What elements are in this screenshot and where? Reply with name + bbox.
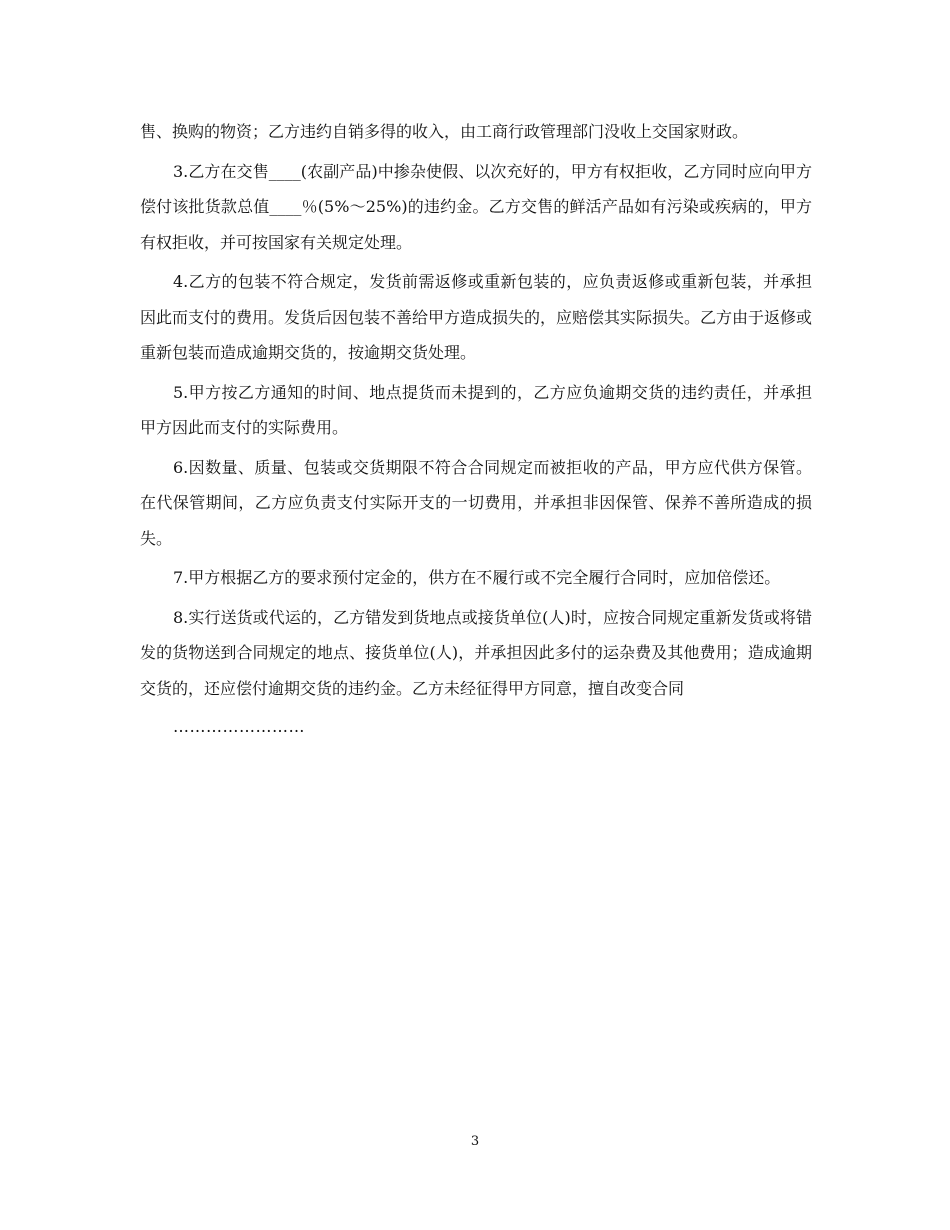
ellipsis-truncation: …………………… xyxy=(173,717,305,736)
paragraph-clause-3: 3.乙方在交售____(农副产品)中掺杂使假、以次充好的，甲方有权拒收，乙方同时应向甲方偿付该批货款总值____％(5%～25%)的违约金。乙方交售的鲜活产品如有污染或疾病的，甲方有权拒收，并可按国家有关规定处理。 xyxy=(140,161,812,252)
paragraph-clause-6: 6.因数量、质量、包装或交货期限不符合合同规定而被拒收的产品，甲方应代供方保管。在代保管期间，乙方应负责支付实际开支的一切费用，并承担非因保管、保养不善所造成的损失。 xyxy=(140,457,812,548)
paragraph-clause-4: 4.乙方的包装不符合规定，发货前需返修或重新包装的，应负责返修或重新包装，并承担因此而支付的费用。发货后因包装不善给甲方造成损失的，应赔偿其实际损失。乙方由于返修或重新包装而造成逾期交货的，按逾期交货处理。 xyxy=(140,272,813,362)
paragraph-clause-5: 5.甲方按乙方通知的时间、地点提货而未提到的，乙方应负逾期交货的违约责任，并承担甲方因此而支付的实际费用。 xyxy=(140,382,812,437)
paragraph-clause-7: 7.甲方根据乙方的要求预付定金的，供方在不履行或不完全履行合同时，应加倍偿还。 xyxy=(173,568,781,587)
document-body xyxy=(140,114,812,744)
page-number: 3 xyxy=(470,1134,480,1149)
paragraph-clause-8: 8.实行送货或代运的，乙方错发到货地点或接货单位(人)时，应按合同规定重新发货或将错发的货物送到合同规定的地点、接货单位(人)，并承担因此多付的运杂费及其他费用；造成逾期交货的，还应偿付逾期交货的违约金。乙方未经征得甲方同意，擅自改变合同 xyxy=(140,607,812,698)
paragraph-continuation: 售、换购的物资；乙方违约自销多得的收入，由工商行政管理部门没收上交国家财政。 xyxy=(140,122,749,141)
